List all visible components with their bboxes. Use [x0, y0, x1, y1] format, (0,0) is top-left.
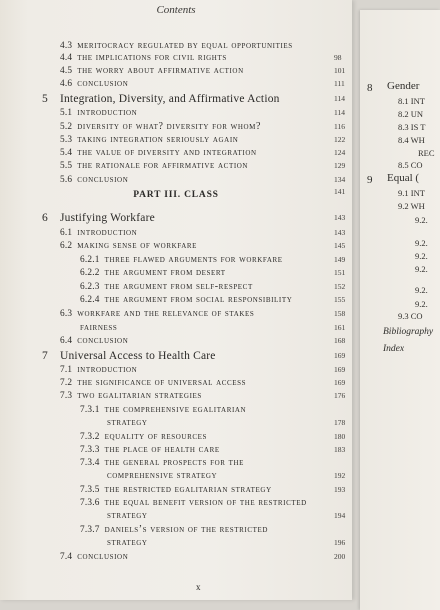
toc-entry-number: 4.4 — [60, 53, 73, 63]
toc-entry-number: 5.5 — [60, 161, 73, 171]
toc-page-number: 145 — [334, 241, 346, 250]
toc-entry-number: 5.2 — [60, 122, 73, 132]
toc-entry — [80, 444, 220, 455]
toc-entry — [42, 93, 280, 105]
toc-entry-number: 6.2.2 — [80, 268, 100, 278]
toc-entry-number: 6 — [42, 212, 48, 224]
toc-entry-number: 6.3 — [60, 309, 73, 319]
toc-entry — [60, 240, 197, 251]
toc-entry-title: Justifying Workfare — [59, 212, 155, 224]
toc-entry — [42, 212, 155, 224]
toc-entry-title: the comprehensive egalitarian — [104, 404, 247, 415]
toc-entry-title: making sense of workfare — [77, 240, 198, 251]
toc-entry-fragment: 8.1 INT — [398, 96, 425, 106]
toc-entry-number: 5.4 — [60, 148, 73, 158]
page-folio: x — [196, 582, 201, 592]
toc-entry — [60, 107, 137, 118]
toc-page-number: 124 — [334, 148, 346, 157]
toc-entry-title: conclusion — [77, 335, 129, 346]
toc-entry-title: introduction — [77, 107, 138, 118]
toc-entry-fragment: 9.3 CO — [398, 311, 423, 321]
toc-entry — [60, 160, 248, 171]
toc-entry-title: two egalitarian strategies — [77, 390, 202, 401]
toc-entry-number: 7.2 — [60, 378, 73, 388]
toc-entry-title: comprehensive strategy — [107, 470, 218, 481]
toc-page-number: 192 — [334, 471, 346, 480]
toc-page-number: 155 — [334, 295, 346, 304]
toc-entry-title: the equal benefit version of the restricted — [104, 497, 307, 508]
toc-entry-title: introduction — [77, 227, 138, 238]
toc-entry-title: the rationale for affirmative action — [77, 160, 249, 171]
toc-page-number: 194 — [334, 511, 346, 520]
toc-entry-number: 7.3.3 — [80, 445, 100, 455]
toc-entry — [42, 350, 216, 362]
toc-entry-title: strategy — [107, 510, 148, 521]
toc-entry-title: the restricted egalitarian strategy — [104, 484, 272, 495]
toc-entry-title: strategy — [107, 417, 148, 428]
toc-entry-title: conclusion — [77, 174, 129, 185]
toc-entry — [80, 322, 117, 333]
toc-entry-fragment: 9.2. — [415, 238, 428, 248]
toc-page-number: 134 — [334, 175, 346, 184]
toc-page-number: 183 — [334, 445, 346, 454]
toc-entry — [60, 134, 238, 145]
toc-page-number: 200 — [334, 552, 346, 561]
toc-entry — [60, 390, 202, 401]
toc-page-number: 116 — [334, 122, 345, 131]
toc-entry-fragment: 8.5 CO — [398, 160, 423, 170]
toc-entry — [107, 510, 148, 521]
toc-entry-title: the general prospects for the — [104, 457, 245, 468]
toc-entry — [60, 377, 246, 388]
toc-entry — [60, 65, 244, 76]
toc-entry-fragment: 9 — [367, 174, 373, 186]
toc-entry — [107, 470, 217, 481]
toc-entry-title: workfare and the relevance of stakes — [77, 308, 255, 319]
toc-entry-title: equality of resources — [104, 431, 207, 442]
toc-page-number: 143 — [334, 213, 346, 222]
toc-entry-fragment: Index — [383, 344, 405, 354]
toc-entry-number: 7.4 — [60, 552, 73, 562]
toc-page-number: 111 — [334, 79, 345, 88]
toc-page-number: 169 — [334, 365, 346, 374]
toc-entry — [80, 404, 246, 415]
toc-entry-number: 7.3.5 — [80, 485, 100, 495]
toc-entry — [60, 52, 227, 63]
toc-entry — [80, 431, 207, 442]
toc-entry-title: Universal Access to Health Care — [59, 350, 216, 362]
toc-entry-fragment: Equal ( — [387, 172, 420, 184]
toc-entry-title: Integration, Diversity, and Affirmative Action — [59, 93, 280, 105]
toc-entry-number: 7 — [42, 350, 48, 362]
toc-page-number: 114 — [334, 94, 345, 103]
toc-page-number: 143 — [334, 228, 346, 237]
toc-entry-number: 5.1 — [60, 108, 73, 118]
toc-page-number: 114 — [334, 108, 345, 117]
toc-page-number: 151 — [334, 268, 346, 277]
toc-entry-title: fairness — [80, 322, 118, 333]
toc-entry-fragment: 9.2. — [415, 299, 428, 309]
toc-entry-number: 7.3.7 — [80, 525, 100, 535]
toc-entry-title: diversity of what? diversity for whom? — [77, 121, 262, 132]
toc-entry-number: 6.2.4 — [80, 295, 100, 305]
toc-entry-fragment: 8.2 UN — [398, 109, 424, 119]
toc-entry-number: 5.3 — [60, 135, 73, 145]
toc-entry — [60, 551, 128, 562]
toc-entry-number: 6.1 — [60, 228, 73, 238]
toc-entry — [80, 524, 268, 535]
toc-entry-title: three flawed arguments for workfare — [104, 254, 283, 265]
toc-entry-number: 4.5 — [60, 66, 73, 76]
running-head: Contents — [156, 4, 196, 16]
toc-entry-title: the worry about affirmative action — [77, 65, 244, 76]
toc-page-number: 180 — [334, 432, 346, 441]
toc-entry-number: 6.2.1 — [80, 255, 100, 265]
toc-entry — [60, 78, 128, 89]
toc-page-number: 196 — [334, 538, 346, 547]
toc-entry-fragment: 9.2. — [415, 215, 428, 225]
toc-entry-fragment: 9.2. — [415, 251, 428, 261]
toc-entry-title: the argument from desert — [104, 267, 226, 278]
toc-entry-title: conclusion — [77, 78, 129, 89]
toc-entry — [60, 174, 128, 185]
toc-entry-fragment: 9.2 WH — [398, 201, 425, 211]
toc-entry — [80, 294, 292, 305]
toc-page-number: 168 — [334, 336, 346, 345]
toc-page-number: 169 — [334, 351, 346, 360]
toc-entry-title: meritocracy regulated by equal opportunities — [77, 40, 293, 51]
toc-entry-title: introduction — [77, 364, 138, 375]
toc-page-number: 169 — [334, 378, 346, 387]
toc-entry-fragment: 8 — [367, 82, 373, 94]
toc-entry-title: strategy — [107, 537, 148, 548]
toc-entry — [60, 40, 293, 51]
toc-entry — [107, 537, 148, 548]
toc-entry-number: 6.4 — [60, 336, 73, 346]
toc-page-number: 122 — [334, 135, 346, 144]
toc-entry-fragment: 9.1 INT — [398, 188, 425, 198]
toc-page-number: 161 — [334, 323, 346, 332]
toc-entry-number: 6.2.3 — [80, 282, 100, 292]
toc-entry-number: 7.3.2 — [80, 432, 100, 442]
toc-page-number: 98 — [334, 53, 342, 62]
toc-entry-number: 6.2 — [60, 241, 73, 251]
toc-entry-number: 7.1 — [60, 365, 73, 375]
toc-entry-title: the implications for civil rights — [77, 52, 227, 63]
toc-entry — [60, 121, 261, 132]
toc-page-number: 152 — [334, 282, 346, 291]
toc-entry-number: 4.6 — [60, 79, 73, 89]
toc-entry-number: 4.3 — [60, 41, 73, 51]
part-heading: PART III. CLASS — [133, 190, 219, 200]
toc-page-number: 149 — [334, 255, 346, 264]
toc-entry-number: 7.3 — [60, 391, 73, 401]
toc-entry-title: the value of diversity and integration — [77, 147, 257, 158]
toc-entry-title: conclusion — [77, 551, 129, 562]
toc-page-number: 193 — [334, 485, 346, 494]
toc-page-number: 178 — [334, 418, 346, 427]
toc-page-number: 141 — [334, 187, 346, 196]
toc-entry-number: 5 — [42, 93, 48, 105]
toc-entry-number: 7.3.4 — [80, 458, 100, 468]
toc-entry — [80, 497, 307, 508]
toc-entry-title: the place of health care — [104, 444, 220, 455]
toc-entry — [80, 484, 272, 495]
toc-page-number: 158 — [334, 309, 346, 318]
toc-entry-fragment: 9.2. — [415, 285, 428, 295]
toc-page-number: 101 — [334, 66, 346, 75]
toc-entry-number: 7.3.1 — [80, 405, 100, 415]
toc-entry — [60, 147, 257, 158]
toc-page-number: 176 — [334, 391, 346, 400]
toc-entry-title: the significance of universal access — [77, 377, 247, 388]
toc-entry-title: the argument from social responsibility — [104, 294, 293, 305]
toc-page-number: 129 — [334, 161, 346, 170]
toc-entry — [60, 308, 254, 319]
toc-entry — [80, 457, 244, 468]
toc-entry-fragment: Gender — [387, 80, 420, 92]
toc-entry-number: 5.6 — [60, 175, 73, 185]
toc-entry-title: daniels’s version of the restricted — [104, 524, 269, 535]
toc-entry — [60, 335, 128, 346]
toc-entry — [107, 417, 148, 428]
toc-entry-title: taking integration seriously again — [77, 134, 239, 145]
toc-entry — [80, 267, 226, 278]
toc-entry — [60, 227, 137, 238]
toc-entry-title: the argument from self-respect — [104, 281, 253, 292]
toc-entry-number: 7.3.6 — [80, 498, 100, 508]
toc-entry — [60, 364, 137, 375]
toc-entry-fragment: Bibliography — [383, 327, 434, 337]
toc-entry-fragment: 8.3 IS T — [398, 122, 426, 132]
toc-entry-fragment: 8.4 WH — [398, 135, 425, 145]
toc-entry-fragment: 9.2. — [415, 264, 428, 274]
toc-entry-fragment: REC — [418, 148, 435, 158]
toc-entry — [80, 281, 253, 292]
toc-entry — [80, 254, 283, 265]
